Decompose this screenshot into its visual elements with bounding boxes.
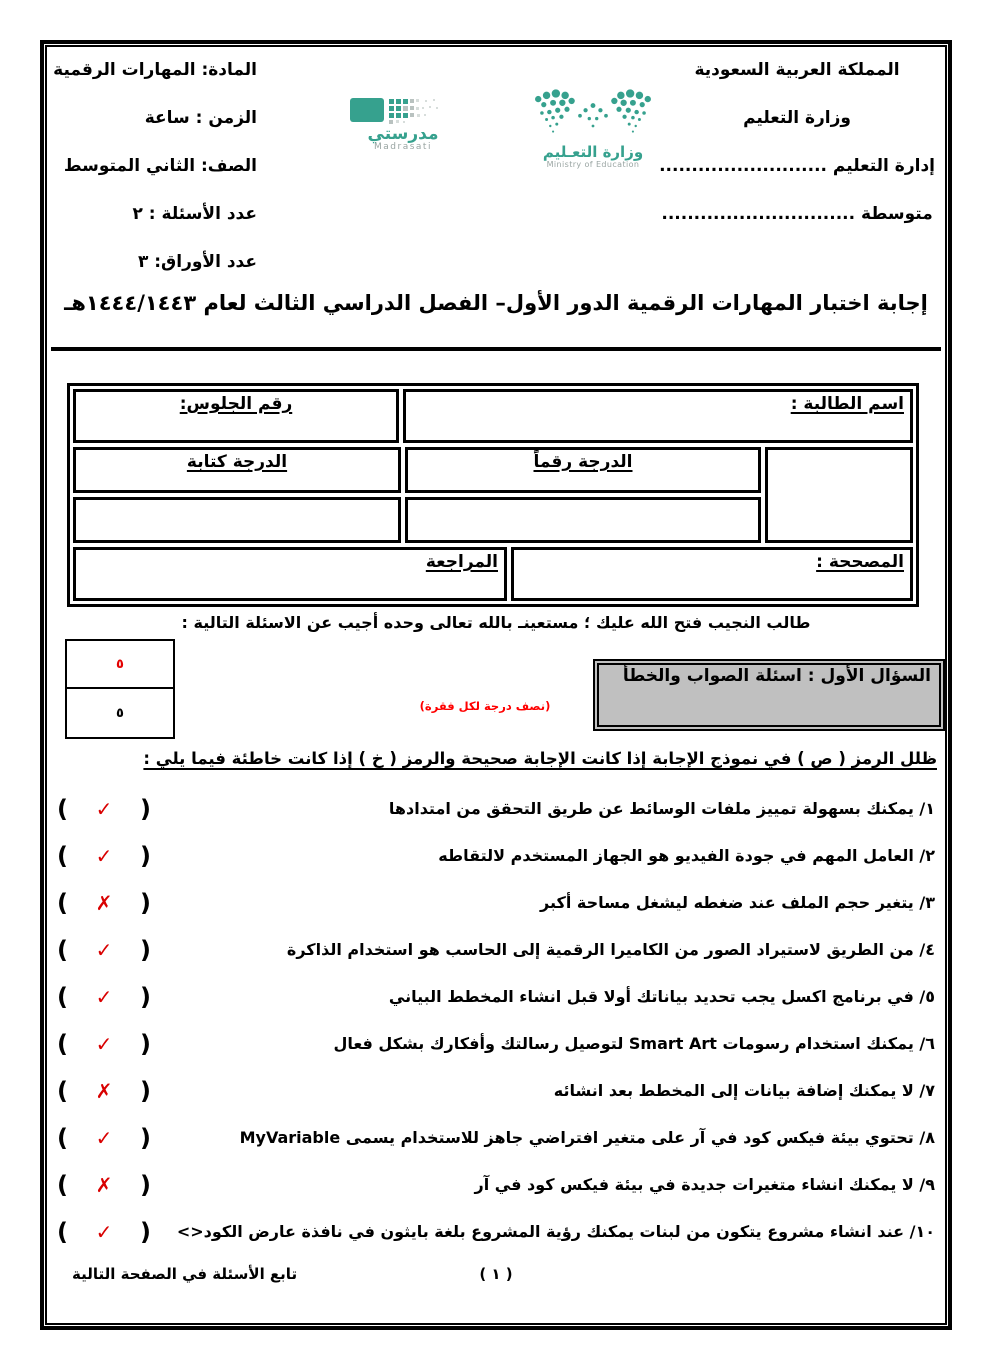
header-education-administration: إدارة التعليم .......................... bbox=[659, 156, 935, 176]
paren-open: ( bbox=[57, 841, 68, 870]
title-divider bbox=[51, 347, 941, 351]
paren-open: ( bbox=[57, 982, 68, 1011]
answer-markbox bbox=[57, 1170, 151, 1199]
page-number: ( ١ ) bbox=[479, 1265, 513, 1283]
answer-mark: ✓ bbox=[95, 843, 113, 868]
paren-close: ) bbox=[140, 1029, 151, 1058]
tf-item-row bbox=[55, 785, 935, 832]
answer-markbox bbox=[57, 1123, 151, 1152]
page-footer bbox=[47, 1265, 945, 1291]
header-left-column bbox=[51, 59, 257, 299]
tf-item-text: ٦/ يمكنك استخدام رسومات Smart Art لتوصيل رسالتك وأفكارك بشكل فعال bbox=[333, 1034, 935, 1053]
tf-item-text: ٤/ من الطريق لاستيراد الصور من الكاميرا الرقمية إلى الحاسب هو استخدام الذاكرة bbox=[286, 940, 935, 959]
paren-open: ( bbox=[57, 794, 68, 823]
header-subject: المادة: المهارات الرقمية bbox=[53, 60, 257, 80]
paren-close: ) bbox=[140, 935, 151, 964]
tf-item-text: ٣/ يتغير حجم الملف عند ضغطه ليشغل مساحة أكبر bbox=[540, 893, 935, 912]
header-question-count: عدد الأسئلة : ٢ bbox=[132, 204, 257, 224]
header-paper-count: عدد الأوراق: ٣ bbox=[137, 252, 257, 272]
paren-close: ) bbox=[140, 841, 151, 870]
tf-item-text: ٢/ العامل المهم في جودة الفيديو هو الجهاز المستخدم لالتقاطه bbox=[438, 846, 935, 865]
header-country: المملكة العربية السعودية bbox=[694, 60, 900, 80]
moe-logo-icon bbox=[528, 124, 658, 143]
student-info-table bbox=[67, 383, 919, 607]
tf-item-text: ٩/ لا يمكنك انشاء متغيرات جديدة في بيئة فيكس كود في آر bbox=[474, 1175, 935, 1194]
tf-item-text: ٧/ لا يمكنك إضافة بيانات إلى المخطط بعد انشائه bbox=[553, 1081, 935, 1100]
grade-side-cell bbox=[765, 447, 913, 543]
paren-close: ) bbox=[140, 1076, 151, 1105]
paren-close: ) bbox=[140, 794, 151, 823]
grade-written-value-cell bbox=[73, 497, 401, 543]
paren-open: ( bbox=[57, 1170, 68, 1199]
paren-open: ( bbox=[57, 888, 68, 917]
answer-mark: ✗ bbox=[95, 890, 113, 915]
answer-mark: ✓ bbox=[95, 1125, 113, 1150]
answer-mark: ✓ bbox=[95, 1031, 113, 1056]
grade-numeric-cell bbox=[405, 447, 761, 493]
header-ministry: وزارة التعليم bbox=[743, 108, 851, 128]
grade-written-label: الدرجة كتابة bbox=[186, 452, 288, 472]
answer-mark: ✗ bbox=[95, 1078, 113, 1103]
tf-item-row bbox=[55, 832, 935, 879]
reviewer-label: المراجعة bbox=[425, 552, 498, 572]
corrector-label: المصححة : bbox=[816, 552, 904, 572]
reviewer-cell bbox=[73, 547, 507, 601]
question1-instruction: ظلل الرمز ( ص ) في نموذج الإجابة إذا كانت الإجابة صحيحة والرمز ( خ ) إذا كانت خاطئة فيما يلي : bbox=[143, 749, 937, 768]
answer-mark: ✓ bbox=[95, 984, 113, 1009]
page-frame bbox=[40, 40, 952, 1330]
tf-items bbox=[55, 785, 935, 1255]
moe-logo-name-en: Ministry of Education bbox=[546, 160, 640, 169]
marks-total-cell: ٥ bbox=[67, 641, 173, 689]
answer-markbox bbox=[57, 1029, 151, 1058]
page-frame-inner bbox=[45, 45, 947, 1325]
header-time: الزمن : ساعة bbox=[144, 108, 257, 128]
answer-mark: ✓ bbox=[95, 796, 113, 821]
answer-markbox bbox=[57, 982, 151, 1011]
student-name-label: اسم الطالبة : bbox=[790, 394, 904, 414]
answer-markbox bbox=[57, 794, 151, 823]
madrasati-logo bbox=[347, 95, 459, 153]
answer-markbox bbox=[57, 841, 151, 870]
grade-numeric-value-cell bbox=[405, 497, 761, 543]
tf-item-row bbox=[55, 879, 935, 926]
header-school: متوسطة .............................. bbox=[661, 204, 933, 224]
grade-numeric-label: الدرجة رقماً bbox=[533, 452, 633, 472]
paren-open: ( bbox=[57, 1123, 68, 1152]
question1-header-box bbox=[593, 659, 945, 731]
tf-item-row bbox=[55, 1114, 935, 1161]
question-marks-box bbox=[65, 639, 175, 739]
tf-item-row bbox=[55, 926, 935, 973]
tf-item-row bbox=[55, 973, 935, 1020]
answer-markbox bbox=[57, 888, 151, 917]
tf-item-row bbox=[55, 1067, 935, 1114]
seat-number-cell bbox=[73, 389, 399, 443]
moe-logo-name-ar: وزارة التعـليم bbox=[542, 143, 644, 161]
answer-markbox bbox=[57, 1217, 151, 1246]
tf-item-text: ١٠/ عند انشاء مشروع يتكون من لبنات يمكنك رؤية المشروع بلغة بايثون في نافذة عارض الكود<> bbox=[176, 1222, 935, 1241]
continue-note: تابع الأسئلة في الصفحة التالية bbox=[72, 1265, 298, 1283]
moe-logo bbox=[525, 87, 661, 170]
tf-item-text: ١/ يمكنك بسهولة تمييز ملفات الوسائط عن طريق التحقق من امتدادها bbox=[388, 799, 935, 818]
paren-close: ) bbox=[140, 1217, 151, 1246]
exam-title: إجابة اختبار المهارات الرقمية الدور الأول– الفصل الدراسي الثالث لعام ١٤٤٤/١٤٤٣هـ bbox=[64, 291, 928, 315]
question1-header-text: السؤال الأول : اسئلة الصواب والخطأ bbox=[597, 663, 941, 727]
paren-close: ) bbox=[140, 982, 151, 1011]
madrasati-logo-name-ar: مدرستي bbox=[367, 124, 439, 144]
paren-open: ( bbox=[57, 935, 68, 964]
student-name-cell bbox=[403, 389, 913, 443]
grade-written-cell bbox=[73, 447, 401, 493]
tf-item-text: ٥/ في برنامج اكسل يجب تحديد بياناتك أولا قبل انشاء المخطط البياني bbox=[388, 987, 935, 1006]
answer-markbox bbox=[57, 1076, 151, 1105]
answer-mark: ✗ bbox=[95, 1172, 113, 1197]
paren-open: ( bbox=[57, 1217, 68, 1246]
tf-item-row bbox=[55, 1208, 935, 1255]
paren-open: ( bbox=[57, 1029, 68, 1058]
corrector-cell bbox=[511, 547, 913, 601]
marks-obtained-cell: ٥ bbox=[116, 705, 124, 721]
madrasati-logo-name-en: Madrasati bbox=[374, 142, 432, 152]
header-grade: الصف: الثاني المتوسط bbox=[63, 156, 257, 176]
tf-item-row bbox=[55, 1161, 935, 1208]
answer-markbox bbox=[57, 935, 151, 964]
paren-close: ) bbox=[140, 1123, 151, 1152]
paren-close: ) bbox=[140, 1170, 151, 1199]
answer-mark: ✓ bbox=[95, 937, 113, 962]
paren-close: ) bbox=[140, 888, 151, 917]
tf-item-text: ٨/ تحتوي بيئة فيكس كود في آر على متغير افتراضي جاهز للاستخدام يسمى MyVariable bbox=[239, 1128, 935, 1147]
invocation-line: طالب النجيب فتح الله عليك ؛ مستعينـ بالله تعالى وحده أجيب عن الاسئلة التالية : bbox=[181, 613, 811, 632]
question1-marks-note: (نصف درجة لكل فقرة) bbox=[419, 699, 551, 713]
seat-number-label: رقم الجلوس: bbox=[179, 394, 293, 414]
paren-open: ( bbox=[57, 1076, 68, 1105]
header-right-column bbox=[659, 59, 935, 251]
tf-item-row bbox=[55, 1020, 935, 1067]
answer-mark: ✓ bbox=[95, 1219, 113, 1244]
